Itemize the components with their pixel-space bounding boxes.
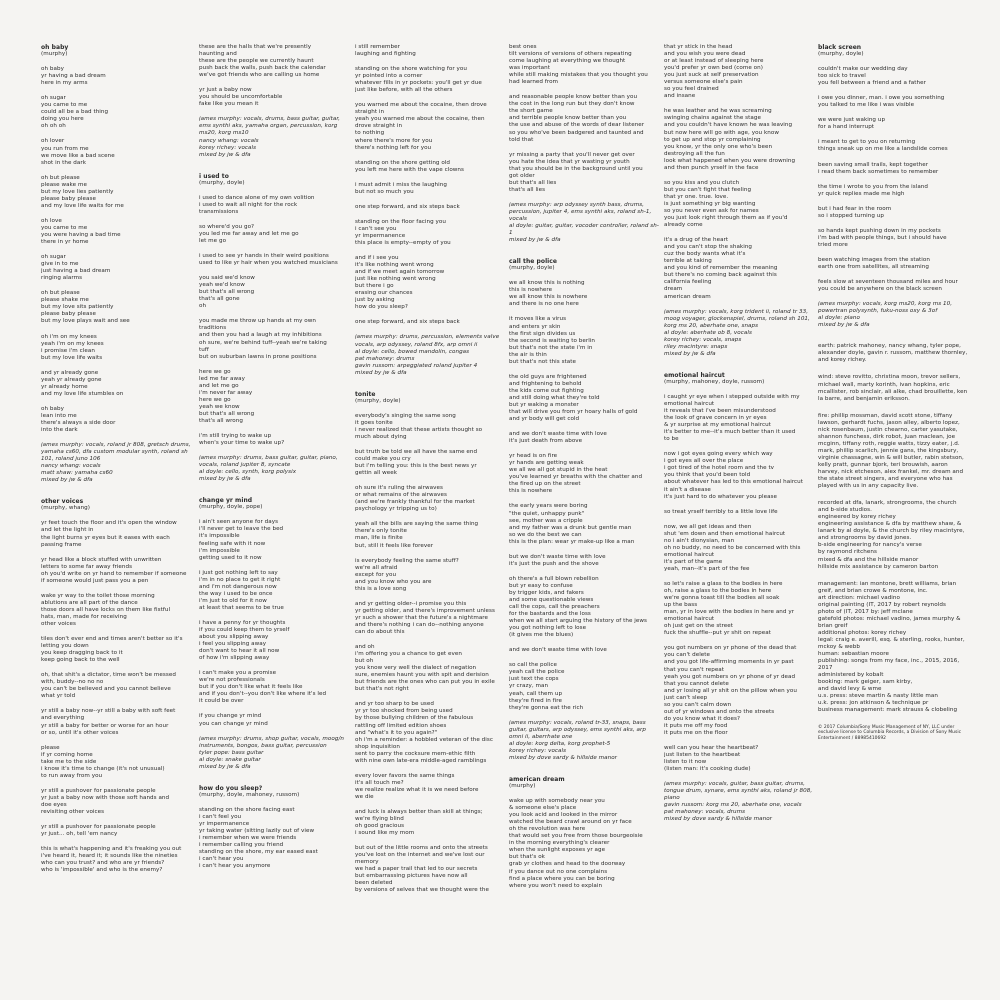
song	[355, 44, 505, 377]
lyric-stanza: you said we'd know yeah we'd know but that's all wrong that's all gone oh	[199, 275, 255, 310]
song	[199, 497, 349, 771]
lyric-stanza: i have a penny for yr thoughts if you could keep them to yrself about you slipping away i feel you slipping away don't want to hear it all now of how i'm slipping away	[199, 619, 290, 662]
song-authors: (murphy, doyle)	[355, 397, 401, 404]
lyric-stanza: standing on the shore watching for you yr pointed into a corner whatever fills in yr pockets: you'll get yr due just like before, with all the others	[355, 66, 482, 94]
lyric-stanza: yr still a baby now--yr still a baby with soft feet and everything yr still a baby for better or worse for an hour or so, until it's other voices	[41, 708, 176, 736]
song-authors: (murphy, doyle, mahoney, russom)	[199, 791, 300, 798]
lyric-stanza: oh baby lean into me there's always a side door into the dark	[41, 405, 116, 434]
lyric-stanza: been saving small trails, kept together i read them back sometimes to remember	[818, 161, 939, 175]
lyric-stanza: well can you hear the heartbeat? just listen to the heartbeat listen to it now (listen man: it's cooking dude)	[664, 744, 759, 773]
song-title: tonite	[355, 390, 376, 398]
song-credits: james murphy: drums, percussion, elements valve vocals, arp odyssey, roland 8fx, arp omni ii al doyle: cello, bowed mandolin, congas pat mahoney: drums gavin russom: arpeggiated roland jupiter 4 mixed by jw & dfa	[355, 334, 500, 376]
lyric-stanza: yr missing a party that you'll never get over you hate the idea that yr wasting yr youth that you should be in the background until you got older but that's all lies that's all lies	[509, 151, 643, 193]
lyric-stanza: these are the halls that we're presently haunting and these are the people we currently haunt push back the walls, push back the calendar we've got friends who are calling us home	[199, 44, 326, 79]
song-title: emotional haircut	[664, 371, 725, 379]
lyric-stanza: i ain't seen anyone for days i'll never get to leave the bed it's impossible feeling safe with it now i'm impossible getting used to it now	[199, 519, 284, 561]
lyric-stanza: here we go led me far away and let me go i'm never far away here we go yeah we know but that's all wrong that's all wrong	[199, 368, 255, 424]
lyrics-column	[41, 44, 191, 990]
lyric-stanza: we were just waking up for a hand interrupt	[818, 117, 886, 131]
lyrics-column	[664, 44, 814, 990]
lyric-stanza: please if yr coming home take me to the side i know it's time to change (it's not unusual) to run away from you	[41, 744, 165, 779]
lyric-stanza: oh sugar you came to me could all be a bad thing doing you here oh oh oh	[41, 95, 109, 130]
lyric-stanza: it's a drug of the heart and you can't stop the shaking cuz the body wants what it's terrible at taking and you kind of remember the meaning but there's no coming back against this california feeling dream american dream	[664, 237, 778, 300]
lyric-stanza: i used to see yr hands in their weird positions used to like yr hair when you watched musicians	[199, 253, 338, 267]
lyric-stanza: i just got nothing left to say i'm in no place to get it right and i'm not dangerous now the way i used to be once i'm just to old for it now at least that seems to be true	[199, 569, 284, 611]
lyric-stanza: the early years were boring "the quiet, unhappy punk" see, mother was a cripple and my father was a drunk but gentle man so we do the best we can this is the plan: wear yr make-up like a man	[509, 503, 635, 545]
song-title: i used to	[199, 172, 229, 180]
lyric-stanza: yr just a baby now you should be uncomfortable fake like you mean it	[199, 87, 283, 108]
lyric-stanza: oh but please please shake me but my love sits patiently please baby please but my love plays wait and see	[41, 290, 130, 325]
song-title: other voices	[41, 498, 84, 506]
lyric-stanza: but out of the little rooms and onto the streets you've lost on the internet and we've lost our memory we had a paper trail that led to our secrets but embarrassing pictures have now all been deleted by versions of selves that we thought were the	[355, 845, 489, 894]
song	[41, 44, 191, 484]
lyric-stanza: i'm still trying to wake up when's your time to wake up?	[199, 433, 285, 447]
lyrics-column	[355, 44, 505, 990]
lyric-stanza: now, we all get ideas and then shut 'em down and then emotional haircut no i ain't dionysian, man oh no buddy, no need to be concerned with this emotional haircut it's part of the game yeah, man--it's part of the fee	[664, 523, 801, 572]
song	[355, 391, 505, 895]
legal-notice: © 2017 Columbia/Sony Music Management of NY, LLC under exclusive license to Columbia Records, a Division of Sony Music Entertainment / 88985410692	[818, 724, 962, 741]
lyric-stanza: every lover favors the same things it's all touch me? we realize realize what it is we need before we die	[355, 772, 479, 800]
lyric-stanza: yr still a pushover for passionate people yr just a baby now with those soft hands and doe eyes revisiting other voices	[41, 787, 170, 815]
lyric-stanza: yeah all the bills are saying the same thing there's only tonite man, life is finite but, still it feels like forever	[355, 521, 479, 549]
lyric-stanza: been watching images from the station earth one from satellites, all streaming	[818, 256, 930, 270]
song-authors: (murphy, whang)	[41, 505, 91, 512]
liner-notes-block: fire: phillip mossman, david scott stone, tiffany lawson, gerhardt fuchs, jason alley, alberto lopez, nick rosenbaum, justin chearno, carter yasutake, shannon funchess, dirk robot, juan maclean, joe mcginn, tiffany roth, reggie watts, tizzy eater, j.d. mark, phillip scarlich, jennie gans, the kingsbury, virginie chassagne, win & will butler, rabin stetson, kelly pratt, gunnar bjork, teri brouwish, aaron harvey, nick etcheson, alex frankel, mr. dream and the state street singers, and everyone who has played with us in any capacity live.	[818, 412, 964, 490]
lyric-stanza: everybody's singing the same song it goes tonite i never realized that these artists thought so much about dying	[355, 412, 483, 440]
song-authors: (murphy)	[41, 51, 68, 58]
song-credits: james murphy: drums, bass guitar, guitar, piano, vocals, roland jupiter 8, syncate al doyle: cello, synth, korg polysix mixed by jw & dfa	[199, 455, 338, 483]
lyric-stanza: oh baby yr having a bad dream here in my arms	[41, 66, 106, 87]
lyric-stanza: and oh i'm offering you a chance to get even but oh you know very well the dialect of negation sure, enemies haunt you with spit and derision but friends are the ones who can put you in exile but that's not right	[355, 644, 495, 693]
song-credits: james murphy: vocals, roland tr-33, snaps, bass guitar, guitars, arp odyssey, ems synthi aks, arp omni ii, aberrhate one al doyle: korg delta, korg prophet-5 korey richey: vocals mixed by dove sardy & hillside manor	[509, 719, 646, 761]
song-credits: james murphy: vocals, roland jr 808, gretsch drums, yamaha cs60, dfa custom modular synth, roland sh 101, roland juno 106 nancy whang: vocals matt shaw: yamaha cs60 mixed by jw & dfa	[41, 442, 191, 484]
lyrics-column	[509, 44, 659, 990]
lyric-stanza: best ones tilt versions of versions of others repeating come laughing at everything we thought was important while still making mistakes that you thought you had learned from	[509, 44, 648, 86]
lyric-stanza: oh love you came to me you were having a bad time there in yr home	[41, 217, 121, 246]
lyric-stanza: and if i see you it's like nothing went wrong and if we meet again tomorrow just like nothing went wrong but there i go erasing our chances just by asking how do you sleep?	[355, 255, 445, 311]
lyric-stanza: the old guys are frightened and frightening to behold the kids come out fighting and still doing what they're told but yr waking a monster that will drive you from yr hoary halls of gold and yr body will get cold	[509, 373, 638, 423]
lyric-stanza: and we don't waste time with love	[509, 647, 607, 654]
song	[509, 776, 659, 890]
lyric-stanza: but we don't waste time with love it's just the push and the shove	[509, 553, 606, 567]
song-title: black screen	[818, 44, 862, 51]
lyric-stanza: i can't make you a promise we're not professionals but if you don't like what it feels like and if you don't--you don't like where it's led it could be over	[199, 670, 327, 705]
lyric-stanza: and luck is always better than skill at things; we're flying blind oh good gracious i sound like my mom	[355, 808, 483, 837]
lyric-stanza: oh i'm on my knees yeah i'm on my knees i promise i'm clean but my love life waits	[41, 333, 104, 361]
lyric-stanza: i caught yr eye when i stepped outside with my emotional haircut it reveals that i've been misunderstood the look of grave concern in yr eyes & yr surprise at my emotional haircut it's better to me--it's much better than it used to be	[664, 393, 800, 443]
lyric-stanza: and yr already gone yeah yr already gone yr already home and my love life stumbles on	[41, 369, 124, 397]
song-title: american dream	[509, 775, 565, 783]
liner-notes-block: wind: steve rovitto, christina moon, trevor sellers, michael wall, marty korinth, ivan hopkins, eric mcallister, rob sinclair, ali alke, chad brouillette, ken la barre, and benjamin eriksson.	[818, 374, 968, 402]
lyric-stanza: and reasonable people know better than you the cost in the long run but they don't know the short game and terrible people know better than you the use and abuse of the words of dear listener so you who've been badgered and taunted and told that	[509, 94, 645, 143]
song-credits: james murphy: drums, shop guitar, vocals, moog/n instruments, bongos, bass guitar, percussion tyler pope: bass guitar al doyle: snake guitar mixed by jw & dfa	[199, 735, 345, 770]
lyrics-column	[818, 44, 968, 990]
song	[509, 258, 659, 762]
lyric-stanza: yr head is on fire yr hands are getting weak we all we all got stupid in the heat you've learned yr breaths with the chatter and the fired up on the street this is nowhere	[509, 453, 643, 495]
lyric-stanza: and yr too sharp to be used yr yr too shocked from being used by those bullying children of the fabulous rattling off limited edition shoes and "what's it to you again?" oh i'm a reminder: a hobbled veteran of the disc shop inquisition sent to parry the cocksure mem-ethic filth with nine own late-era middle-aged ramblings	[355, 701, 493, 764]
song	[199, 173, 349, 484]
lyric-stanza: so where'd you go? you led me far away and let me go let me go	[199, 223, 299, 244]
song-authors: (murphy, mahoney, doyle, russom)	[664, 378, 765, 385]
lyric-stanza: he was leather and he was screaming swinging chains against the stage and you couldn't have known he was leaving but now here will go with age, you know to get up and stop yr complaining you know, yr the only one who's been destroying all the fun look what happened when you were drowning and then punch yrself in the face	[664, 108, 796, 171]
song-authors: (murphy, doyle)	[818, 51, 864, 58]
song	[664, 44, 814, 358]
lyric-stanza: oh, that shit's a dictator, time won't be messed with, buddy--no no no you can't be believed and you cannot believe what yr told	[41, 672, 176, 700]
lyric-stanza: so treat yrself terribly to a little love life	[664, 508, 778, 515]
lyric-stanza: so call the police yeah call the police just text the cops yr crazy, man yeah, call them up they're fired in fire they're gonna eat the rich	[509, 662, 584, 711]
lyric-stanza: couldn't make our wedding day too sick to travel you fell between a friend and a father	[818, 66, 926, 87]
lyric-stanza: one step forward, and six steps back	[355, 319, 460, 326]
liner-notes-block: management: ian montone, brett williams, brian greif, and brian crowe & montone, inc. art direction: michael vadino original painting (IT, 2017 by robert reynolds photo of (IT, 2017 by: jeff mclane gatefold photos: michael vadino, james murphy & brian greif additional photos: korey richey legal: craig e. averill, esq. & sterling, rooks, hunter, mckoy & webb human: sebastian moore publishing: songs from my face, inc., 2015, 2016, 2017 administered by kobalt booking: mark geiger, sam kirby, and david levy & wme u.s. press: steve martin & nasty little man u.k. press: jon atkinson & technique pr business management: mark strauss & clobeling	[818, 580, 965, 714]
lyric-stanza: the time i wrote to you from the island yr quick replies made me high	[818, 183, 928, 197]
lyric-stanza: we all know this is nothing this is nowhere we all know this is nowhere and there is no one here	[509, 280, 588, 308]
lyric-stanza: i still remember laughing and fighting	[355, 44, 416, 58]
song-authors: (murphy, doyle)	[509, 265, 555, 272]
lyric-stanza: i owe you dinner, man. i owe you something you talked to me like i was visible	[818, 95, 945, 109]
lyric-stanza: yr head like a block stuffed with unwritten letters to some far away friends oh you'd write on yr hand to remember if someone if someone would just pass you a pen	[41, 556, 187, 584]
lyric-stanza: oh but please please wake me but my love lies patiently please baby please and my love life waits for me	[41, 174, 124, 209]
lyric-stanza: one step forward, and six steps back	[355, 203, 460, 210]
lyric-stanza: that yr stick in the head and you wish you were dead or at least instead of sleeping here you'd prefer yr own bed (come on) you just suck at self preservation versus someone else's pain so you feel drained and insane	[664, 44, 764, 100]
lyric-stanza: if you change yr mind you can change yr mind	[199, 713, 268, 727]
song	[41, 498, 191, 874]
song-title: change yr mind	[199, 497, 253, 505]
song-credits: james murphy: arp odyssey synth bass, drums, percussion, jupiter 4, ems synthi aks, roland sh-1, vocals al doyle: guitar, guitar, vocoder controller, roland sh-1 mixed by jw & dfa	[509, 201, 659, 244]
song	[199, 44, 349, 159]
lyric-stanza: wake yr way to the toilet those morning ablutions are all part of the dance those doors all have locks on them like fistful hats, man, made for receiving other voices	[41, 592, 171, 627]
lyric-stanza: oh sugar give in to me just having a bad dream ringing alarms	[41, 254, 111, 282]
song	[509, 44, 659, 244]
song-authors: (murphy)	[509, 782, 536, 789]
lyric-stanza: oh lover you run from me we move like a bad scene shot in the dark	[41, 138, 115, 166]
song-credits: james murphy: vocals, guitar, bass guitar, drums, tongue drum, synare, ems synthi aks, roland jr 808, piano gavin russom: korg ms 20, aberhate one, vocals pat mahoney: vocals, drums mixed by dove sardy & hillside manor	[664, 781, 813, 823]
lyric-stanza: you made me throw up hands at my own traditions and then you had a laugh at my inhibitions oh sure, we're behind tuff--yeah we're taking tuff but on suburban lawns in prone positions	[199, 318, 327, 360]
lyric-stanza: standing on the shore getting old you left me here with the vape clowns	[355, 159, 464, 173]
lyric-stanza: it moves like a virus and enters yr skin the first sign divides us the second is waiting to berlin but that's not the state i'm in the air is thin but that's not this state	[509, 316, 595, 365]
lyric-stanza: yr still a pushover for passionate people yr just... oh, tell 'em nancy	[41, 824, 156, 838]
song-credits: james murphy: vocals, drums, bass guitar, guitar, ems synthi aks, yamaha organ, percussion, korg ms20, korg ms10 nancy whang: vocals korey richey: vocals mixed by jw & dfa	[199, 116, 340, 158]
liner-notes-block: recorded at dfa, lanark, strongrooms, the church and b-side studios. engineered by korey richey engineering assistance & dfa by matthew shaw, & lanark by al doyle, & the church by riley macintyre, and strongrooms by david jones. b-side engineering for nancy's verse by raymond ritchens mixed & dfa and the hillside manor hillside mix assistance by cameron barton	[818, 500, 965, 570]
song	[664, 372, 814, 824]
lyric-stanza: and we don't waste time with love it's just death from above	[509, 431, 607, 445]
lyric-stanza: you warned me about the cocaine, then drove straight in yeah you warned me about the cocaine, then drove straight in to nothing where there's more for you there's nothing left for you	[355, 102, 487, 151]
lyric-stanza: standing on the shore facing east i can't feel you yr impermanence yr taking water (sitting lazily out of view i remember when we were friends i remember calling you friend standing on the shore, my ear eased east i can't hear you i can't hear you anymore	[199, 806, 318, 870]
song	[199, 785, 349, 871]
lyric-stanza: standing on the floor facing you i can't see you yr impermanence this place is empty--empty of you	[355, 218, 451, 246]
song-title: how do you sleep?	[199, 784, 263, 792]
lyric-stanza: tiles don't ever end and times aren't better so it's letting you down you keep dragging back to it keep going back to the well	[41, 636, 183, 664]
lyric-stanza: yr feet touch the floor and it's open the window and let the light in the light burns yr eyes but it eases with each passing frame	[41, 520, 177, 548]
lyrics-column	[199, 44, 349, 990]
lyric-stanza: so let's raise a glass to the bodies in here oh, raise a glass to the bodies in here we're gonna toast till the bodies all soak up the bass man, yr in love with the bodies in here and yr emotional haircut oh just get on the street fuck the shuffle--put yr shit on repeat	[664, 581, 795, 637]
liner-notes-block: earth: patrick mahoney, nancy whang, tyler pope, alexander doyle, gavin r. russom, matthew thornley, and korey richey.	[818, 343, 968, 364]
lyric-stanza: so you kiss and you clutch but you can't fight that feeling that yr one. true. love. is just something yr big wanting so you never even ask for names you just look right through them as if you'd already come	[664, 179, 788, 229]
lyric-stanza: you got numbers on yr phone of the dead that you can't delete and you got life-affirming moments in yr past that you can't repeat yeah you got numbers on yr phone of yr dead that you cannot delete and yr losing all yr shit on the pillow when you just can't sleep so you can't calm down out of yr windows and onto the streets do you know what it does? it puts me off my food it puts me on the floor	[664, 645, 797, 736]
song-title: oh baby	[41, 44, 69, 51]
lyric-stanza: feels slow at seventeen thousand miles and hour you could be anywhere on the black screen	[818, 279, 958, 293]
song-credits: james murphy: vocals, korg trident ii, roland tr 33, moog voyager, glockenspiel, drums, roland sh 101, korg ms 20, aberhate one, snaps al doyle: aberhate ob 8, vocals korey richey: vocals, snaps riley macintyre: snaps mixed by jw & dfa	[664, 308, 810, 357]
lyric-stanza: i meant to get to you on returning things sneak up on me like a landslide comes	[818, 139, 948, 153]
song-authors: (murphy, doyle)	[199, 179, 245, 186]
lyric-stanza: i must admit i miss the laughing but not so much you	[355, 181, 447, 195]
lyric-stanza: so hands kept pushing down in my pockets i'm bad with people things, but i should have tried more	[818, 227, 947, 248]
song	[818, 44, 968, 329]
lyric-stanza: now i got eyes going every which way i got eyes all over the place i got tired of the hotel room and the tv you think that you'd been told about whatever has led to this emotional haircut it ain't a disease it's just hard to do whatever you please	[664, 451, 804, 500]
song-title: call the police	[509, 258, 558, 266]
lyric-stanza: this is what's happening and it's freaking you out i've heard it, heard it; it sounds like the nineties who can you trust? and who are yr friends? who is 'impossible' and who is the enemy?	[41, 846, 182, 874]
lyric-stanza: and yr getting older--i promise you this yr getting older, and there's improvement unless yr such a shower that the future's a nightmare and there's nothing i can do--nothing anyone can do about this	[355, 600, 495, 635]
lyric-stanza: but truth be told we all have the same end could make you cry but i'm telling you: this is the best news yr gettin all week	[355, 449, 478, 477]
lyric-stanza: i used to dance alone of my own volition i used to wait all night for the rock transmissions	[199, 194, 315, 215]
song-credits: james murphy: vocals, korg ms20, korg ms 10, powertran polysynth, fuku-noss oxy & 3of al doyle: piano mixed by jw & dfa	[818, 301, 953, 329]
lyric-stanza: wake up with somebody near you & someone else's place you look acid and looked in the mirror watched the beard crawl around on yr face oh the revolution was here that would set you free from those bourgeoisie in the morning everything's clearer when the sunlight exposes yr age but that's ok grab yr clothes and head to the doorway if you dance out no one complains find a place where you can be boring where you won't need to explain	[509, 798, 643, 889]
lyric-stanza: is everybody feeling the same stuff? we're all afraid except for you and you know who you are this is a love song	[355, 557, 459, 592]
lyric-stanza: but i had fear in the room so i stopped turning up	[818, 205, 892, 219]
lyric-stanza: oh sure it's ruling the airwaves or what remains of the airwaves (and we're frankly thankful for the market psychology yr tripping us to)	[355, 485, 475, 513]
lyric-stanza: oh there's a full blown rebellion but yr easy to confuse by trigger kids, and fakers and some questionable views call the cops, call the preachers for the bastards and the loss when we all start arguing the history of the jews you got nothing left to lose (it gives me the blues)	[509, 575, 647, 639]
song-authors: (murphy, doyle, pope)	[199, 504, 263, 511]
